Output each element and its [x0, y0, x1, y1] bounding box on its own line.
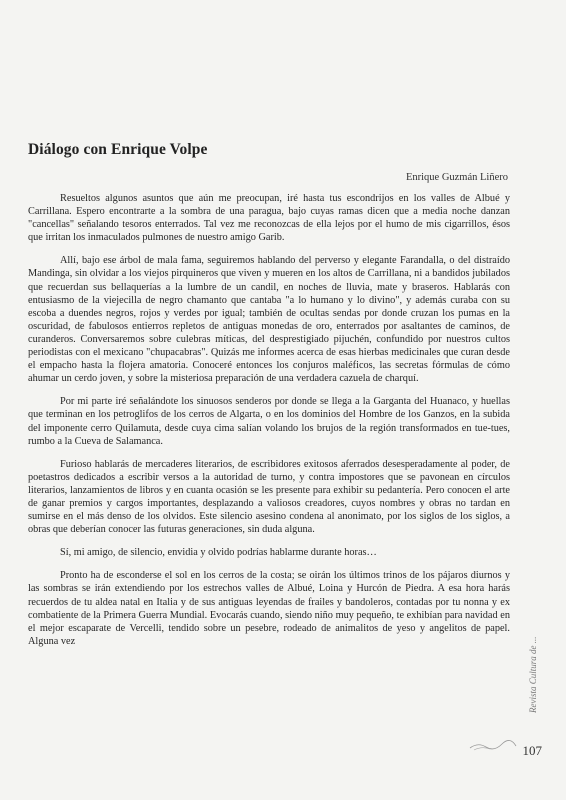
paragraph: Sí, mi amigo, de silencio, envidia y olvido podrías hablarme durante horas… [60, 547, 377, 559]
margin-note: Revista Cultura de ... [528, 636, 538, 714]
paragraph: Furioso hablarás de mercaderes literarios, de escribidores exitosos aferrados desesperadamente al poder, de poetastros dedicados a escribir versos a la autoridad de turno, y contra impostores que se pavonean en círculos literarios, lanzamientos de libros y en cuanta ocasión se les presente para exhibir su pedantería. Pero conocen el arte de ganar premios y cargos importantes, desplazando a valiosos creadores, cuyos nombres y obras no tardan en sumirse en el más denso de los olvidos. Este silencio asesino condena al anonimato, por los siglos de los siglos, a obras que deberían conocer las futuras generaciones, sin duda alguna. [28, 458, 510, 536]
paragraph: Resueltos algunos asuntos que aún me preocupan, iré hasta tus escondrijos en los valles de Albué y Carrillana. Espero encontrarte a la sombra de una paragua, bajo cuyas ramas dicen que a media noche danzan "cancellas" señalando tesoros enterrados. Tal vez me reconozcas de ella lejos por el humo de mis cigarrillos, ésos que irritan los inmaculados pulmones de nuestro amigo Garib. [28, 193, 510, 244]
article-title: Diálogo con Enrique Volpe [28, 141, 208, 158]
paragraph: Pronto ha de esconderse el sol en los cerros de la costa; se oirán los últimos trinos de los pájaros diurnos y las sombras se irán extendiendo por los estrechos valles de Albué, Loina y Hurcón de Piedra. A esa hora harás recuerdos de tu aldea natal en Italia y de sus antiguas leyendas de frailes y bandoleros, contadas por tu nonna y ex combatiente de la Primera Guerra Mundial. Evocarás cuando, siendo niño muy pequeño, te exhibían para navidad en el mejor escaparate de Vercelli, tendido sobre un pesebre, rodeado de animalitos de yeso y angelitos de papel. Alguna vez [28, 570, 510, 647]
article-body [28, 192, 510, 658]
paragraph: Allí, bajo ese árbol de mala fama, seguiremos hablando del perverso y elegante Farandalla, o del distraído Mandinga, sin olvidar a los viejos pirquineros que viven y mueren en los altos de Carrillana, ni a bandidos jubilados que recuerdan sus bellaquerías a la lumbre de un candil, en noches de lluvia, mate y braseros. Hablarás con entusiasmo de la viejecilla de negro chamanto que cantaba "a lo humano y lo divino", y además curaba con su escoba a duendes negros, rojos y verdes por igual; también de ocultas sendas por donde cruzan los pumas en la oscuridad, de fabulosos entierros repletos de antiguas monedas de oro, enterrados por asaltantes de caminos, de curanderos. Conversaremos sobre culebras míticas, del desprestigiado pijuchén, confundido por nuestros cultos periodistas con el mexicano "chupacabras". Quizás me informes acerca de esas hierbas medicinales que curan desde el empacho hasta la flojera amatoria. Conoceré entonces los conjuros maléficos, las secretas fórmulas de cómo ahumar un cerdo joven, y sobre la misteriosa preparación de una verdadera cazuela de charquí. [28, 255, 510, 385]
page-number: 107 [522, 743, 542, 758]
scan-smudge-mark [468, 738, 518, 752]
paragraph: Por mi parte iré señalándote los sinuosos senderos por donde se llega a la Garganta del Huanaco, y huellas que terminan en los petroglifos de los cerros de Algarta, o en los dominios del Hombre de los Ganzos, en la subida del imponente cerro Quilamuta, desde cuya cima salían volando los brujos de la región transformados en tue-tues, rumbo a la Cueva de Salamanca. [28, 396, 510, 447]
article-author: Enrique Guzmán Liñero [405, 172, 508, 183]
